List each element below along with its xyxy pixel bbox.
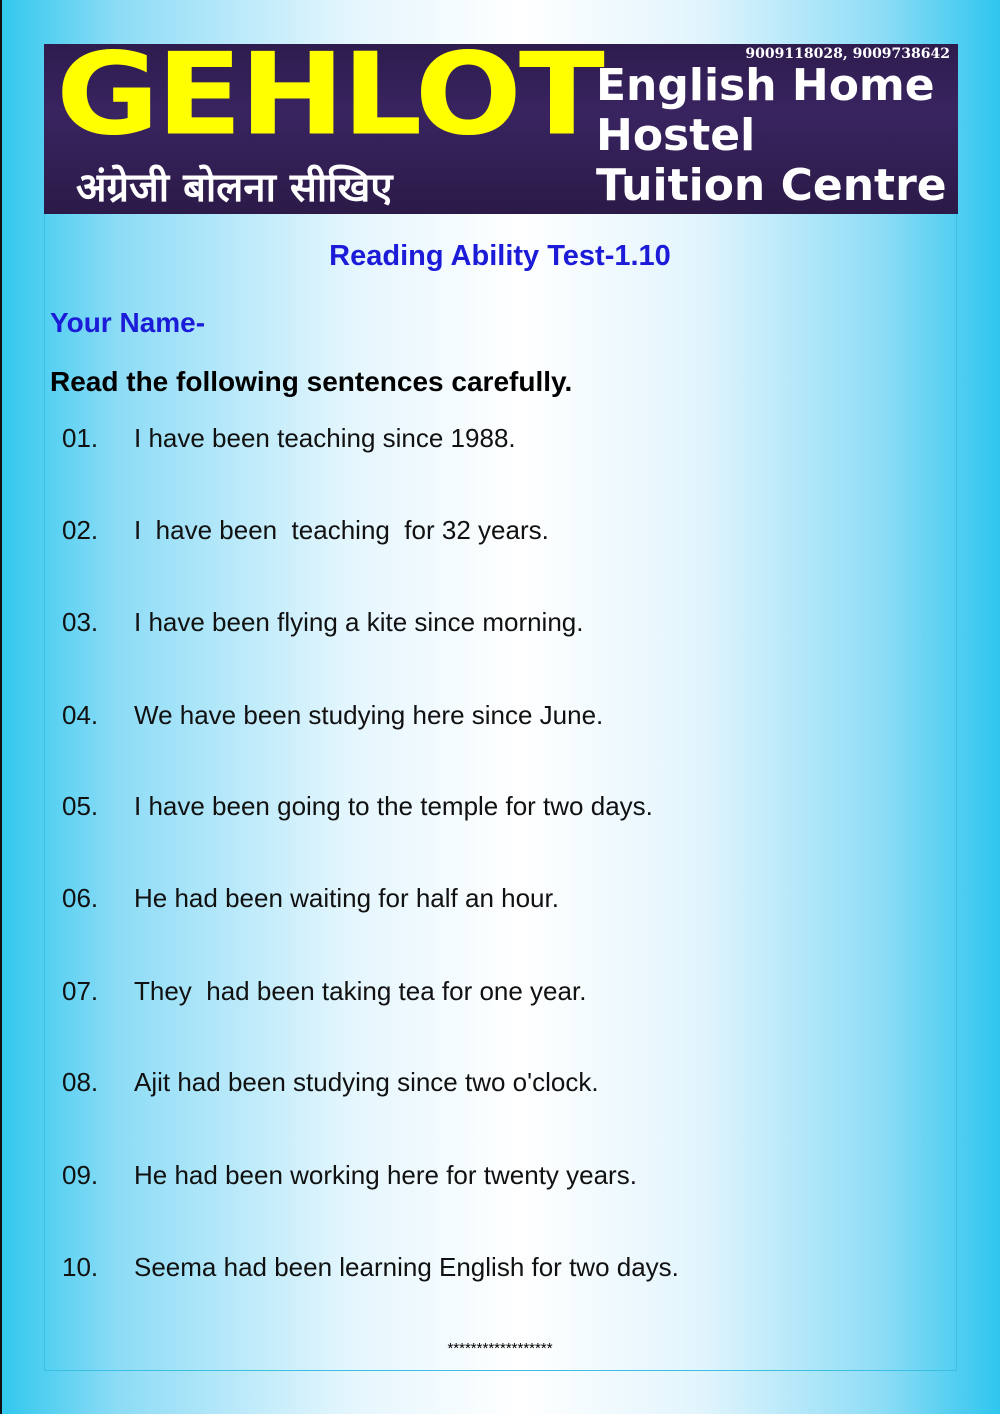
sentence-item (62, 878, 559, 918)
your-name-label: Your Name- (50, 307, 206, 338)
sentence-item (62, 786, 653, 826)
instruction-text: Read the following sentences carefully. (50, 366, 573, 397)
sentence-text: He had been waiting for half an hour. (134, 883, 559, 913)
sentence-item (62, 1247, 679, 1287)
banner-line-tuition-centre: Tuition Centre (596, 160, 947, 211)
footer-divider-stars: ****************** (447, 1340, 553, 1357)
banner-line-english-home: English Home (596, 60, 935, 111)
sentence-number: 05. (62, 791, 99, 821)
header-banner (44, 44, 958, 214)
sentence-number: 09. (62, 1160, 99, 1190)
sentence-number: 04. (62, 700, 99, 730)
sentence-number: 08. (62, 1067, 99, 1097)
sentence-number: 10. (62, 1252, 99, 1282)
sentence-item (62, 971, 586, 1011)
hindi-tagline: अंग्रेजी बोलना सीखिए (76, 165, 393, 211)
sentence-text: They had been taking tea for one year. (134, 976, 587, 1006)
sentence-item (62, 695, 603, 735)
sentence-item (62, 1155, 637, 1195)
sentence-number: 06. (62, 883, 99, 913)
sentence-text: He had been working here for twenty years. (134, 1160, 637, 1190)
brand-logo: GEHLOT (56, 44, 602, 161)
sentence-item (62, 602, 583, 642)
sentence-number: 02. (62, 515, 99, 545)
page-edge-rule (0, 0, 2, 1414)
sentence-text: I have been teaching for 32 years. (134, 515, 549, 545)
sentence-number: 03. (62, 607, 99, 637)
sentence-item (62, 1062, 599, 1102)
sentence-text: I have been going to the temple for two days. (134, 791, 653, 821)
test-title: Reading Ability Test-1.10 (329, 240, 671, 272)
sentence-text: We have been studying here since June. (134, 700, 604, 730)
sentence-item (62, 418, 516, 458)
sentence-text: Seema had been learning English for two days. (134, 1252, 679, 1282)
sentence-text: I have been teaching since 1988. (134, 423, 516, 453)
sentence-text: Ajit had been studying since two o'clock. (134, 1067, 599, 1097)
sentence-number: 07. (62, 976, 99, 1006)
phone-numbers: 9009118028, 9009738642 (745, 46, 950, 62)
sentence-number: 01. (62, 423, 99, 453)
sentence-item (62, 510, 549, 550)
banner-line-hostel: Hostel (596, 110, 756, 161)
sentence-text: I have been flying a kite since morning. (134, 607, 584, 637)
